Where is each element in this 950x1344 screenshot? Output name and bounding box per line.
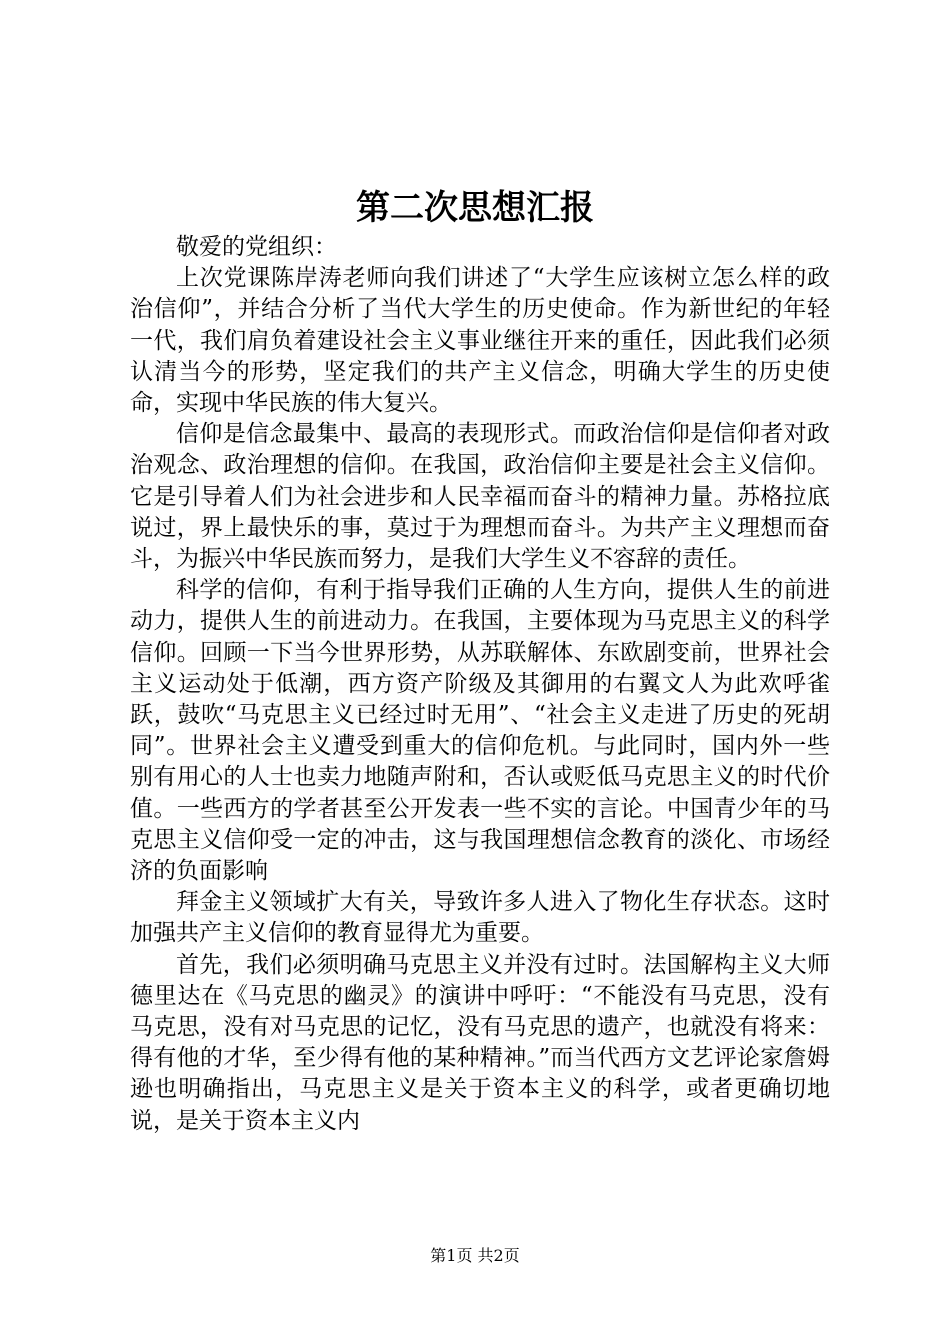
page-footer: 第1页 共2页 — [430, 1246, 520, 1265]
paragraph-5: 首先，我们必须明确马克思主义并没有过时。法国解构主义大师德里达在《马克思的幽灵》的演讲中呼吁：“不能没有马克思，没有马克思，没有对马克思的记忆，没有马克思的遗产，也就没有将来：得有他的才华，至少得有他的某种精神。”而当代西方文艺评论家詹姆逊也明确指出，马克思主义是关于资本主义的科学，或者更确切地说，是关于资本主义内 — [130, 951, 830, 1134]
paragraph-1: 上次党课陈岸涛老师向我们讲述了“大学生应该树立怎么样的政治信仰”，并结合分析了当代大学生的历史使命。作为新世纪的年轻一代，我们肩负着建设社会主义事业继往开来的重任，因此我们必须认清当今的形势，坚定我们的共产主义信念，明确大学生的历史使命，实现中华民族的伟大复兴。 — [130, 265, 830, 417]
salutation: 敬爱的党组织： — [176, 234, 337, 260]
paragraph-3: 科学的信仰，有利于指导我们正确的人生方向，提供人生的前进动力，提供人生的前进动力。在我国，主要体现为马克思主义的科学信仰。回顾一下当今世界形势，从苏联解体、东欧剧变前，世界社会主义运动处于低潮，西方资产阶级及其御用的右翼文人为此欢呼雀跃，鼓吹“马克思主义已经过时无用”、“社会主义走进了历史的死胡同”。世界社会主义遭受到重大的信仰危机。与此同时，国内外一些别有用心的人士也卖力地随声附和，否认或贬低马克思主义的时代价值。一些西方的学者甚至公开发表一些不实的言论。中国青少年的马克思主义信仰受一定的冲击，这与我国理想信念教育的淡化、市场经济的负面影响 — [130, 577, 830, 885]
document-body — [130, 232, 830, 1137]
document-title: 第二次思想汇报 — [356, 188, 594, 228]
paragraph-2: 信仰是信念最集中、最高的表现形式。而政治信仰是信仰者对政治观念、政治理想的信仰。在我国，政治信仰主要是社会主义信仰。它是引导着人们为社会进步和人民幸福而奋斗的精神力量。苏格拉底说过，界上最快乐的事，莫过于为理想而奋斗。为共产主义理想而奋斗，为振兴中华民族而努力，是我们大学生义不容辞的责任。 — [130, 421, 830, 573]
paragraph-4: 拜金主义领域扩大有关，导致许多人进入了物化生存状态。这时加强共产主义信仰的教育显得尤为重要。 — [130, 889, 830, 947]
